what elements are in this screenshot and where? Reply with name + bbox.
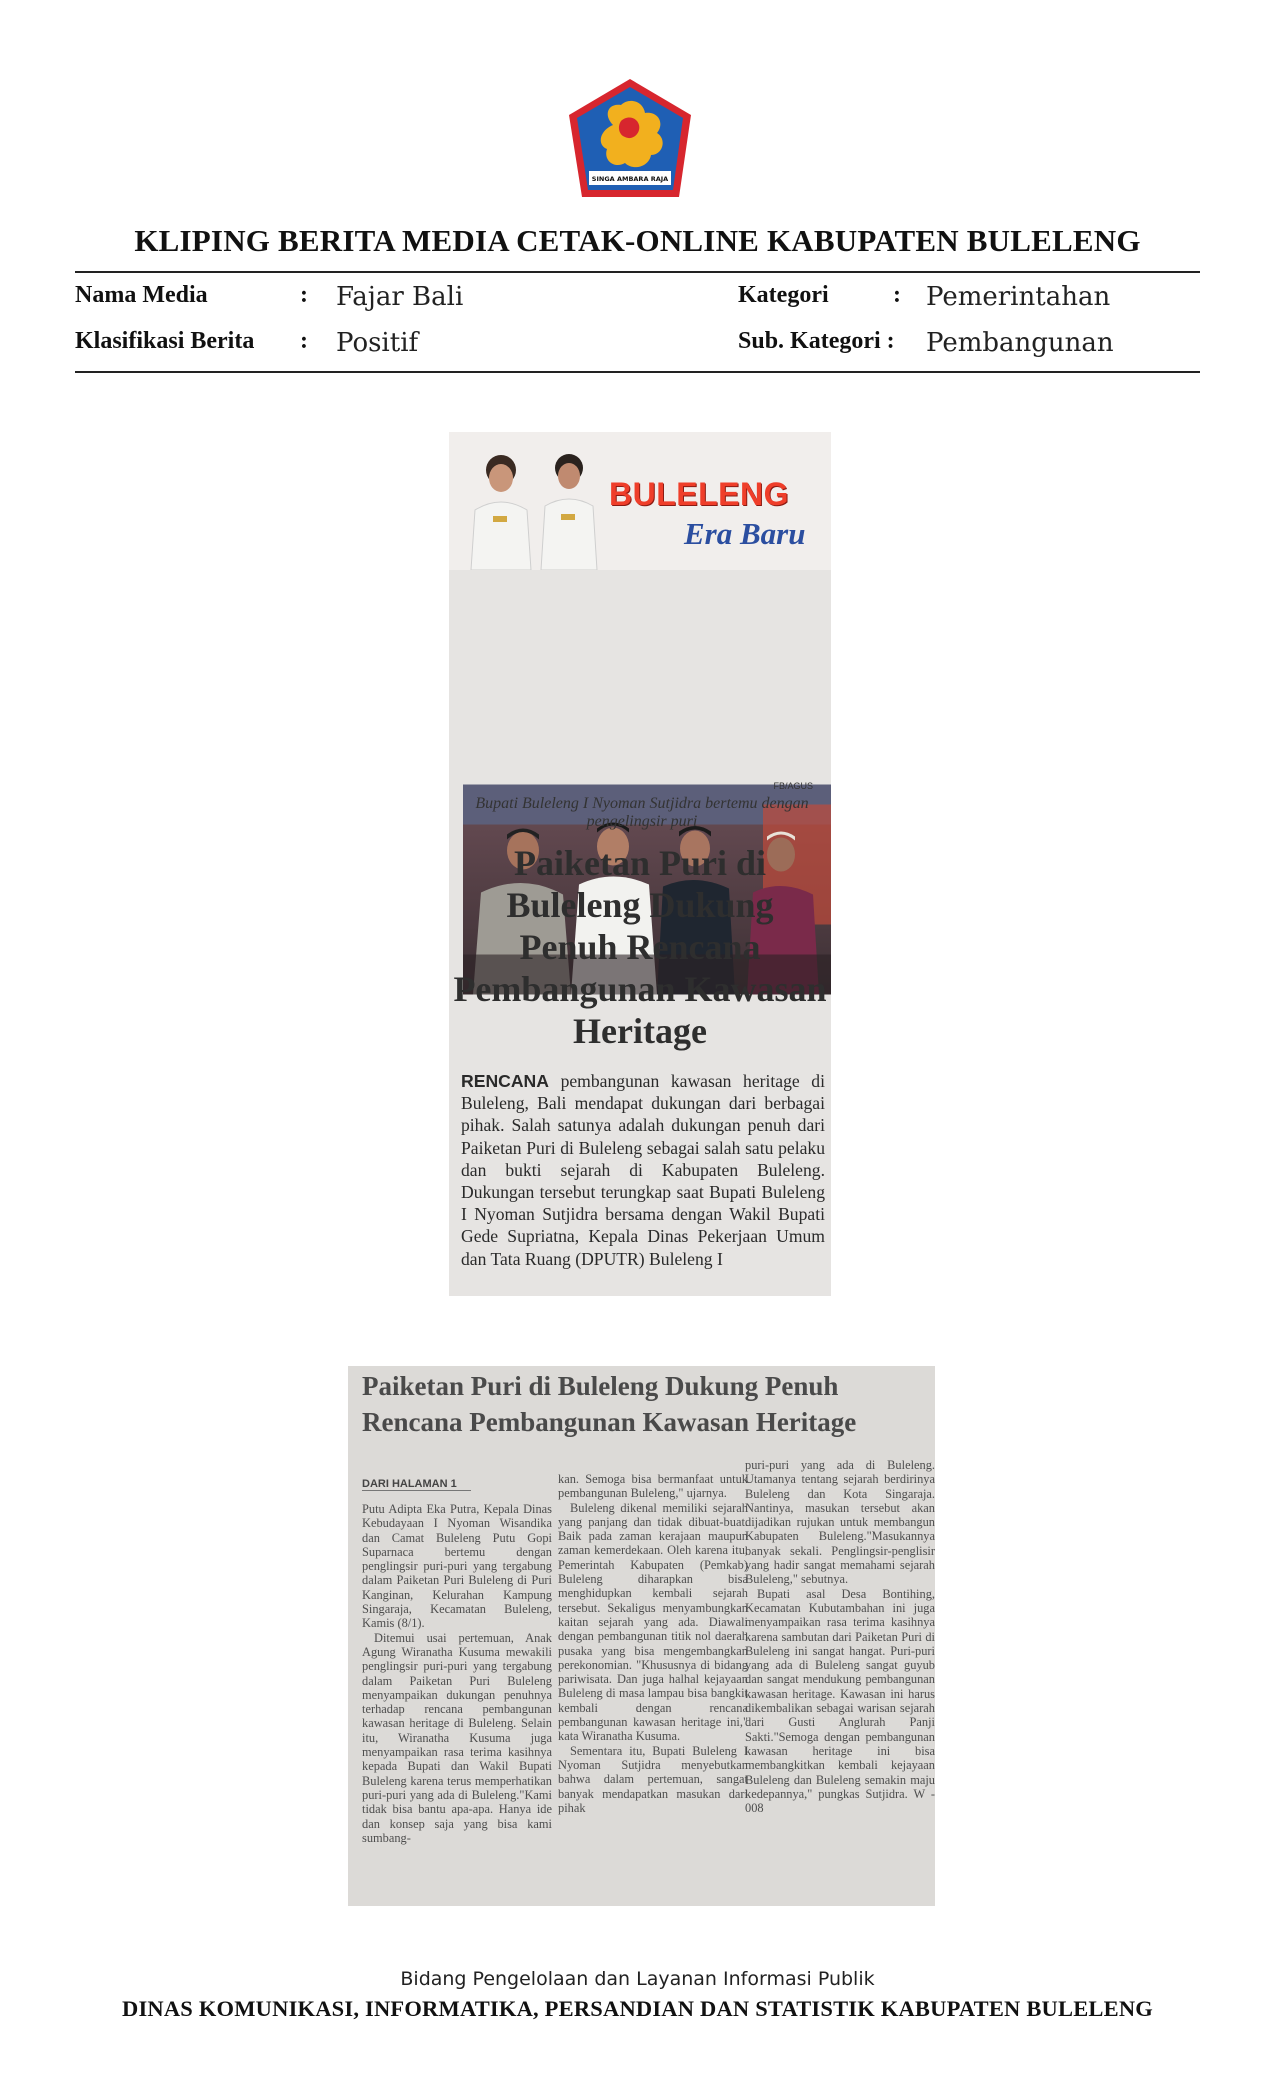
footer-title: DINAS KOMUNIKASI, INFORMATIKA, PERSANDIAN DAN STATISTIK KABUPATEN BULELENG [122, 1996, 1153, 2021]
kategori-label: Kategori [738, 282, 829, 308]
subkategori-label: Sub. Kategori : [738, 328, 895, 354]
section-banner [449, 432, 831, 570]
continued-from-label: DARI HALAMAN 1 [362, 1478, 471, 1491]
column-paragraph: Buleleng dikenal memiliki sejarah yang panjang dan tidak dibuat-buat. Baik pada zaman kerajaan maupun zaman kemerdekaan. Oleh karena itu, Pemerintah Kabupaten (Pemkab) Buleleng diharapkan bisa menghidupkan kembali sejarah tersebut. Sekaligus menyambungkan kaitan sejarah yang ada. Diawali dengan pembangunan titik nol daerah pusaka yang bisa mengembangkan perekonomian. "Khususnya di bidang pariwisata. Dan juga halhal kejayaan Buleleng di masa lampau bisa bangkit kembali dengan rencana pembangunan kawasan heritage ini," kata Wiranatha Kusuma. [558, 1500, 748, 1744]
subkategori-value: Pembangunan [926, 328, 1114, 358]
article-headline: Paiketan Puri di Buleleng Dukung Penuh Rencana Pembangunan Kawasan Heritage [453, 843, 827, 1051]
section-kicker-sub: Era Baru [684, 516, 806, 551]
klasifikasi-label: Klasifikasi Berita [75, 328, 255, 354]
column-paragraph: puri-puri yang ada di Buleleng. Utamanya tentang sejarah berdirinya Buleleng dan Kota Singaraja. Nantinya, masukan tersebut akan dijadikan rujukan untuk membangun Kabupaten Buleleng."Masukannya banyak sekali. Penglingsir-penglisir yang hadir sangat memahami sejarah Buleleng," sebutnya. [745, 1458, 935, 1587]
newspaper-clipping-continued [348, 1366, 935, 1906]
footer-subtitle: Bidang Pengelolaan dan Layanan Informasi Publik [400, 1968, 875, 1990]
photo-caption: Bupati Buleleng I Nyoman Sutjidra bertemu dengan pengelingsir puri [475, 795, 809, 830]
article-column-2 [558, 1472, 748, 1815]
photo-credit: FB/AGUS [773, 781, 813, 791]
header-divider-top [75, 271, 1200, 273]
media-label: Nama Media [75, 282, 208, 308]
kategori-value: Pemerintahan [926, 282, 1111, 312]
column-paragraph: kan. Semoga bisa bermanfaat untuk pembangunan Buleleng," ujarnya. [558, 1472, 748, 1501]
header-divider-bottom [75, 371, 1200, 373]
page-title: KLIPING BERITA MEDIA CETAK-ONLINE KABUPATEN BULELENG [134, 223, 1141, 258]
newspaper-clipping-front [449, 432, 831, 1296]
logo-motto-text: SINGA AMBARA RAJA [591, 175, 669, 183]
article-column-1 [362, 1502, 552, 1845]
column-paragraph: Ditemui usai pertemuan, Anak Agung Wiranatha Kusuma mewakili penglingsir puri-puri yang tergabung dalam Paiketan Puri Buleleng menyampaikan dukungan penuhnya terhadap rencana pembangunan kawasan heritage di Buleleng. Selain itu, Wiranatha Kusuma juga menyampaikan rasa terima kasihnya kepada Bupati dan Wakil Bupati Buleleng karena terus memperhatikan puri-puri yang ada di Buleleng."Kami tidak bisa bantu apa-apa. Hanya ide dan konsep saja yang bisa kami sumbang- [362, 1630, 552, 1845]
media-value: Fajar Bali [336, 282, 464, 312]
article-column-3 [745, 1458, 935, 1815]
klasifikasi-colon: : [300, 328, 308, 354]
kategori-colon: : [893, 282, 901, 308]
lead-word: RENCANA [461, 1071, 549, 1091]
column-paragraph: Putu Adipta Eka Putra, Kepala Dinas Kebudayaan I Nyoman Wisandika dan Camat Buleleng Putu Gopi Suparnaca bertemu dengan penglingsir puri-puri yang tergabung dalam Paiketan Puri Buleleng di Puri Kanginan, Kelurahan Kampung Singaraja, Kecamatan Buleleng, Kamis (8/1). [362, 1502, 552, 1631]
continued-headline: Paiketan Puri di Buleleng Dukung Penuh Rencana Pembangunan Kawasan Heritage [362, 1371, 857, 1437]
column-paragraph: Sementara itu, Bupati Buleleng I Nyoman Sutjidra menyebutkan bahwa dalam pertemuan, sangat banyak mendapatkan masukan dari pihak [558, 1743, 748, 1815]
regency-emblem-logo [563, 75, 698, 205]
section-kicker: BULELENG [609, 476, 789, 512]
media-colon: : [300, 282, 308, 308]
column-paragraph: Bupati asal Desa Bontihing, Kecamatan Kubutambahan ini juga menyampaikan rasa terima kasihnya karena sambutan dari Paiketan Puri di Buleleng ini sangat hangat. Puri-puri yang ada di Buleleng sangat guyub dan sangat mendukung pembangunan kawasan heritage. Kawasan ini harus dikembalikan sebagai warisan sejarah dari Gusti Anglurah Panji Sakti."Semoga dengan pembangunan kawasan heritage ini bisa membangkitkan kembali kejayaan Buleleng dan Buleleng semakin maju kedepannya," pungkas Sutjidra. W - 008 [745, 1586, 935, 1816]
article-body-text: pembangunan kawasan heritage di Buleleng, Bali mendapat dukungan dari berbagai pihak. Salah satunya adalah dukungan penuh dari Paiketan Puri di Buleleng sebagai salah satu pelaku dan bukti sejarah di Kabupaten Buleleng. Dukungan tersebut terungkap saat Bupati Buleleng I Nyoman Sutjidra bersama dengan Wakil Bupati Gede Supriatna, Kepala Dinas Pekerjaan Umum dan Tata Ruang (DPUTR) Buleleng I [461, 1071, 825, 1269]
klasifikasi-value: Positif [336, 328, 419, 358]
article-body [461, 1070, 825, 1270]
